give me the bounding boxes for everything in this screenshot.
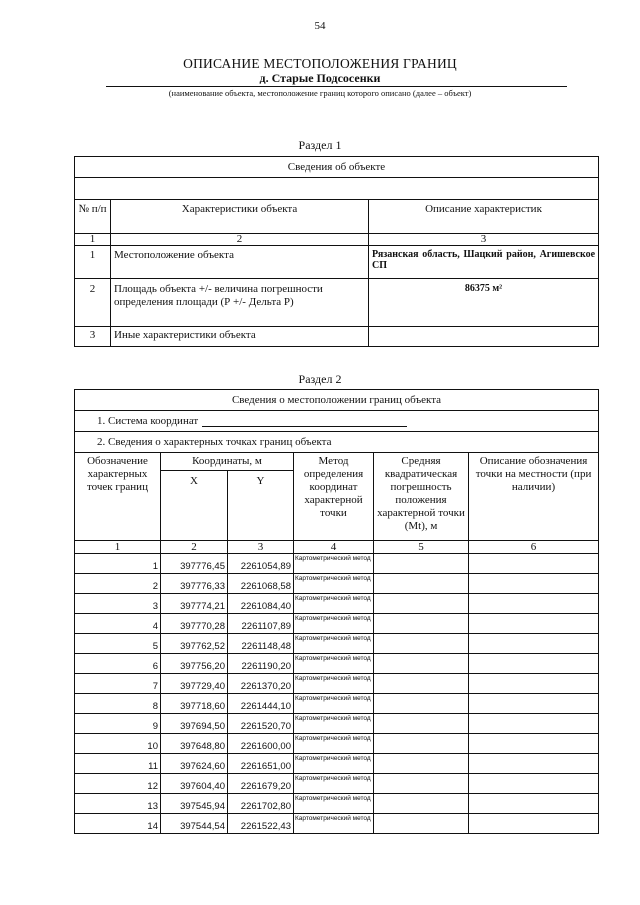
point-number: 9: [75, 714, 161, 734]
point-x: 397762,52: [161, 634, 228, 654]
idx-cell: 2: [161, 541, 228, 554]
point-method: Картометрический метод: [294, 774, 374, 794]
point-error: [374, 554, 469, 574]
point-row: [75, 814, 599, 834]
coord-system-blank: [202, 416, 407, 427]
point-row: [75, 554, 599, 574]
point-x: 397648,80: [161, 734, 228, 754]
point-method: Картометрический метод: [294, 554, 374, 574]
col-method-header: Метод определения координат характерной точки: [294, 453, 374, 541]
col-descr-header: Описание обозначения точки на местности (при наличии): [469, 453, 599, 541]
object-name: д. Старые Подсосенки: [259, 71, 381, 85]
col-y-header: Y: [228, 471, 294, 541]
point-description: [469, 654, 599, 674]
point-method: Картометрический метод: [294, 594, 374, 614]
point-description: [469, 694, 599, 714]
point-x: 397729,40: [161, 674, 228, 694]
point-error: [374, 694, 469, 714]
idx-cell: 4: [294, 541, 374, 554]
point-number: 3: [75, 594, 161, 614]
point-description: [469, 634, 599, 654]
point-error: [374, 754, 469, 774]
empty-row: [75, 178, 599, 200]
section1-header: Сведения об объекте: [75, 157, 599, 178]
point-x: 397694,50: [161, 714, 228, 734]
point-y: 2261148,48: [228, 634, 294, 654]
point-error: [374, 614, 469, 634]
point-number: 8: [75, 694, 161, 714]
point-error: [374, 594, 469, 614]
point-y: 2261190,20: [228, 654, 294, 674]
point-number: 5: [75, 634, 161, 654]
point-row: [75, 754, 599, 774]
page-number: 54: [314, 20, 326, 32]
point-error: [374, 774, 469, 794]
point-x: 397604,40: [161, 774, 228, 794]
point-error: [374, 814, 469, 834]
point-method: Картометрический метод: [294, 674, 374, 694]
point-description: [469, 714, 599, 734]
col-num-header: № п/п: [75, 200, 111, 234]
coord-system-row: [75, 411, 599, 432]
points-header: 2. Сведения о характерных точках границ объекта: [75, 432, 599, 453]
point-error: [374, 734, 469, 754]
point-x: 397776,45: [161, 554, 228, 574]
col-x-header: X: [161, 471, 228, 541]
point-x: 397774,21: [161, 594, 228, 614]
point-y: 2261522,43: [228, 814, 294, 834]
row-characteristic: Иные характеристики объекта: [111, 327, 369, 347]
point-number: 4: [75, 614, 161, 634]
point-description: [469, 754, 599, 774]
row-num: 3: [75, 327, 111, 347]
point-number: 13: [75, 794, 161, 814]
point-y: 2261084,40: [228, 594, 294, 614]
row-num: 2: [75, 279, 111, 327]
point-y: 2261600,00: [228, 734, 294, 754]
point-row: [75, 634, 599, 654]
point-method: Картометрический метод: [294, 694, 374, 714]
point-x: 397624,60: [161, 754, 228, 774]
point-error: [374, 574, 469, 594]
point-error: [374, 714, 469, 734]
point-row: [75, 674, 599, 694]
point-row: [75, 774, 599, 794]
point-y: 2261651,00: [228, 754, 294, 774]
col-char-header: Характеристики объекта: [111, 200, 369, 234]
point-number: 10: [75, 734, 161, 754]
point-y: 2261679,20: [228, 774, 294, 794]
idx-cell: 3: [369, 234, 599, 246]
col-error-header: Средняя квадратическая погрешность положения характерной точки (Мt), м: [374, 453, 469, 541]
point-y: 2261068,58: [228, 574, 294, 594]
point-y: 2261444,10: [228, 694, 294, 714]
row-description: Рязанская область, Шацкий район, Агишевское СП: [369, 246, 599, 279]
point-y: 2261107,89: [228, 614, 294, 634]
point-number: 7: [75, 674, 161, 694]
point-description: [469, 674, 599, 694]
coord-system-label: 1. Система координат: [97, 415, 199, 427]
row-description: [369, 327, 599, 347]
point-error: [374, 674, 469, 694]
boundary-points-table: [74, 389, 599, 834]
point-row: [75, 794, 599, 814]
point-number: 6: [75, 654, 161, 674]
section2-label: Раздел 2: [298, 372, 342, 386]
point-row: [75, 614, 599, 634]
idx-cell: 1: [75, 234, 111, 246]
point-number: 1: [75, 554, 161, 574]
point-method: Картометрический метод: [294, 794, 374, 814]
point-method: Картометрический метод: [294, 734, 374, 754]
object-caption: (наименование объекта, местоположение границ которого описано (далее – объект): [168, 88, 472, 98]
point-number: 11: [75, 754, 161, 774]
point-error: [374, 654, 469, 674]
point-number: 2: [75, 574, 161, 594]
point-x: 397718,60: [161, 694, 228, 714]
point-number: 12: [75, 774, 161, 794]
idx-cell: 1: [75, 541, 161, 554]
point-row: [75, 734, 599, 754]
row-characteristic: Площадь объекта +/- величина погрешности определения площади (Р +/- Дельта Р): [111, 279, 369, 327]
point-row: [75, 594, 599, 614]
point-y: 2261702,80: [228, 794, 294, 814]
point-method: Картометрический метод: [294, 714, 374, 734]
point-error: [374, 634, 469, 654]
point-x: 397770,28: [161, 614, 228, 634]
point-y: 2261370,20: [228, 674, 294, 694]
point-description: [469, 554, 599, 574]
point-row: [75, 714, 599, 734]
point-method: Картометрический метод: [294, 754, 374, 774]
point-description: [469, 574, 599, 594]
point-row: [75, 694, 599, 714]
section2-header: Сведения о местоположении границ объекта: [75, 390, 599, 411]
col-desc-header: Описание характеристик: [369, 200, 599, 234]
point-x: 397545,94: [161, 794, 228, 814]
point-x: 397756,20: [161, 654, 228, 674]
row-characteristic: Местоположение объекта: [111, 246, 369, 279]
point-number: 14: [75, 814, 161, 834]
point-description: [469, 614, 599, 634]
point-description: [469, 774, 599, 794]
point-x: 397544,54: [161, 814, 228, 834]
point-description: [469, 734, 599, 754]
object-name-underline: [106, 86, 567, 87]
point-row: [75, 654, 599, 674]
point-y: 2261054,89: [228, 554, 294, 574]
point-method: Картометрический метод: [294, 634, 374, 654]
point-method: Картометрический метод: [294, 814, 374, 834]
point-row: [75, 574, 599, 594]
point-x: 397776,33: [161, 574, 228, 594]
point-description: [469, 814, 599, 834]
point-y: 2261520,70: [228, 714, 294, 734]
point-description: [469, 594, 599, 614]
idx-cell: 5: [374, 541, 469, 554]
document-title: ОПИСАНИЕ МЕСТОПОЛОЖЕНИЯ ГРАНИЦ: [183, 56, 457, 71]
col-coords-header: Координаты, м: [161, 453, 294, 471]
point-method: Картометрический метод: [294, 574, 374, 594]
point-error: [374, 794, 469, 814]
idx-cell: 3: [228, 541, 294, 554]
point-description: [469, 794, 599, 814]
idx-cell: 2: [111, 234, 369, 246]
idx-cell: 6: [469, 541, 599, 554]
point-method: Картометрический метод: [294, 654, 374, 674]
object-info-table: [74, 156, 599, 347]
section1-label: Раздел 1: [298, 138, 342, 152]
col-point-header: Обозначение характерных точек границ: [75, 453, 161, 541]
point-method: Картометрический метод: [294, 614, 374, 634]
row-description: 86375 м²: [369, 279, 599, 327]
row-num: 1: [75, 246, 111, 279]
